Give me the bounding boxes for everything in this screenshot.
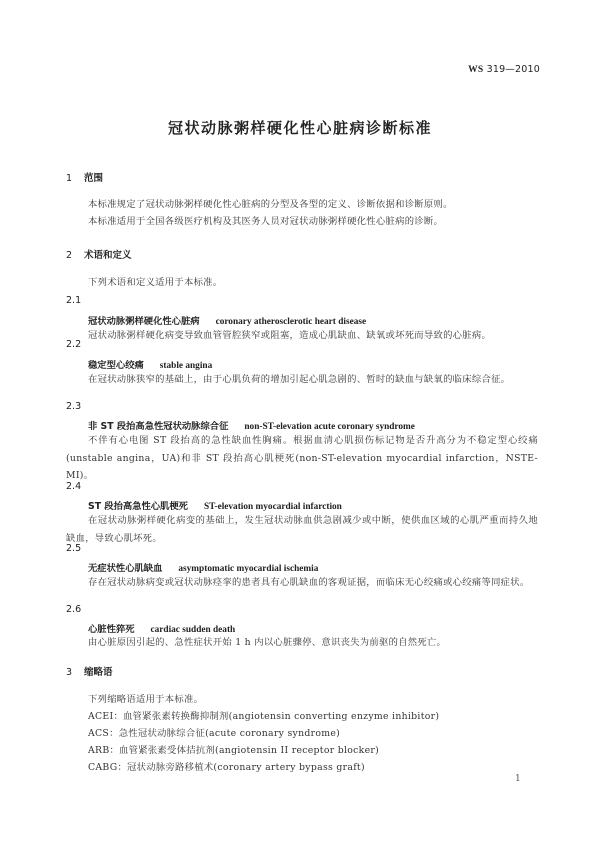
standard-prefix: WS <box>468 65 484 75</box>
section-3-intro: 下列缩略语适用于本标准。 <box>88 694 204 705</box>
term-english: non-ST-elevation acute coronary syndrome <box>244 422 415 432</box>
term-definition: 存在冠状动脉病变或冠状动脉痉挛的患者具有心肌缺血的客观证据，而临床无心绞痛或心绞痛等同症状。 <box>88 577 530 588</box>
term-heading <box>88 418 415 432</box>
section-2-intro: 下列术语和定义适用于本标准。 <box>88 277 223 288</box>
clause-number: 2.1 <box>66 295 82 306</box>
section-title: 范围 <box>84 173 104 184</box>
term-definition: 不伴有心电图 ST 段抬高的急性缺血性胸痛。根据血清心肌损伤标记物是否升高分为不稳定型心绞痛(unstable angina，UA)和非 ST 段抬高心肌梗死(non-ST-elevation myocardial infarction，NSTE-MI)。 <box>66 435 538 481</box>
section-1-paragraph-2: 本标准适用于全国各级医疗机构及其医务人员对冠状动脉粥样硬化性心脏病的诊断。 <box>88 216 444 227</box>
section-number: 2 <box>66 250 73 261</box>
term-heading <box>88 498 342 512</box>
term-definition: 由心脏原因引起的、急性症状开始 1 h 内以心脏骤停、意识丧失为前驱的自然死亡。 <box>88 637 447 648</box>
section-1-heading <box>66 170 103 184</box>
term-definition: 冠状动脉粥样硬化病变导致血管管腔狭窄或阻塞，造成心肌缺血、缺氧或坏死而导致的心脏病。 <box>88 330 492 341</box>
term-definition: 在冠状动脉粥样硬化病变的基础上，发生冠状动脉血供急剧减少或中断，使供血区域的心肌严重而持久地缺血，导致心肌坏死。 <box>66 515 538 544</box>
clause-number: 2.6 <box>66 604 82 615</box>
abbreviation-item: CABG：冠状动脉旁路移植术(coronary artery bypass graft) <box>88 762 365 773</box>
term-chinese: 非 ST 段抬高急性冠状动脉综合征 <box>88 421 229 432</box>
term-english: coronary atherosclerotic heart disease <box>215 317 367 327</box>
clause-number: 2.4 <box>66 481 82 492</box>
term-heading <box>88 560 318 574</box>
term-chinese: 冠状动脉粥样硬化性心脏病 <box>88 316 200 327</box>
clause-number: 2.2 <box>66 339 82 350</box>
term-chinese: 稳定型心绞痛 <box>88 360 144 371</box>
term-chinese: 心脏性猝死 <box>88 624 135 635</box>
clause-number: 2.3 <box>66 401 82 412</box>
term-chinese: 无症状性心肌缺血 <box>88 563 163 574</box>
section-number: 1 <box>66 173 73 184</box>
term-english: cardiac sudden death <box>150 625 236 635</box>
section-1-paragraph-1: 本标准规定了冠状动脉粥样硬化性心脏病的分型及各型的定义、诊断依据和诊断原则。 <box>88 199 453 210</box>
term-english: stable angina <box>159 361 213 371</box>
term-heading <box>88 313 366 327</box>
section-title: 缩略语 <box>84 667 113 678</box>
term-heading <box>88 621 235 635</box>
term-english: ST-elevation myocardial infarction <box>203 502 342 512</box>
term-heading <box>88 357 212 371</box>
section-2-heading <box>66 247 132 261</box>
section-number: 3 <box>66 667 73 678</box>
document-title: 冠状动脉粥样硬化性心脏病诊断标准 <box>167 119 432 137</box>
term-english: asymptomatic myocardial ischemia <box>178 564 319 574</box>
term-definition: 在冠状动脉狭窄的基础上，由于心肌负荷的增加引起心肌急剧的、暂时的缺血与缺氧的临床综合征。 <box>88 374 511 385</box>
page-number: 1 <box>515 774 521 784</box>
abbreviation-item: ACS：急性冠状动脉综合征(acute coronary syndrome) <box>88 728 341 739</box>
section-3-heading <box>66 664 113 678</box>
standard-number <box>468 64 540 75</box>
term-chinese: ST 段抬高急性心肌梗死 <box>88 501 188 512</box>
abbreviation-item: ACEI：血管紧张素转换酶抑制剂(angiotensin converting enzyme inhibitor) <box>88 711 440 722</box>
section-title: 术语和定义 <box>84 250 132 261</box>
standard-code: 319—2010 <box>486 64 540 75</box>
clause-number: 2.5 <box>66 543 82 554</box>
abbreviation-item: ARB：血管紧张素受体拮抗剂(angiotensin II receptor blocker) <box>88 745 380 756</box>
